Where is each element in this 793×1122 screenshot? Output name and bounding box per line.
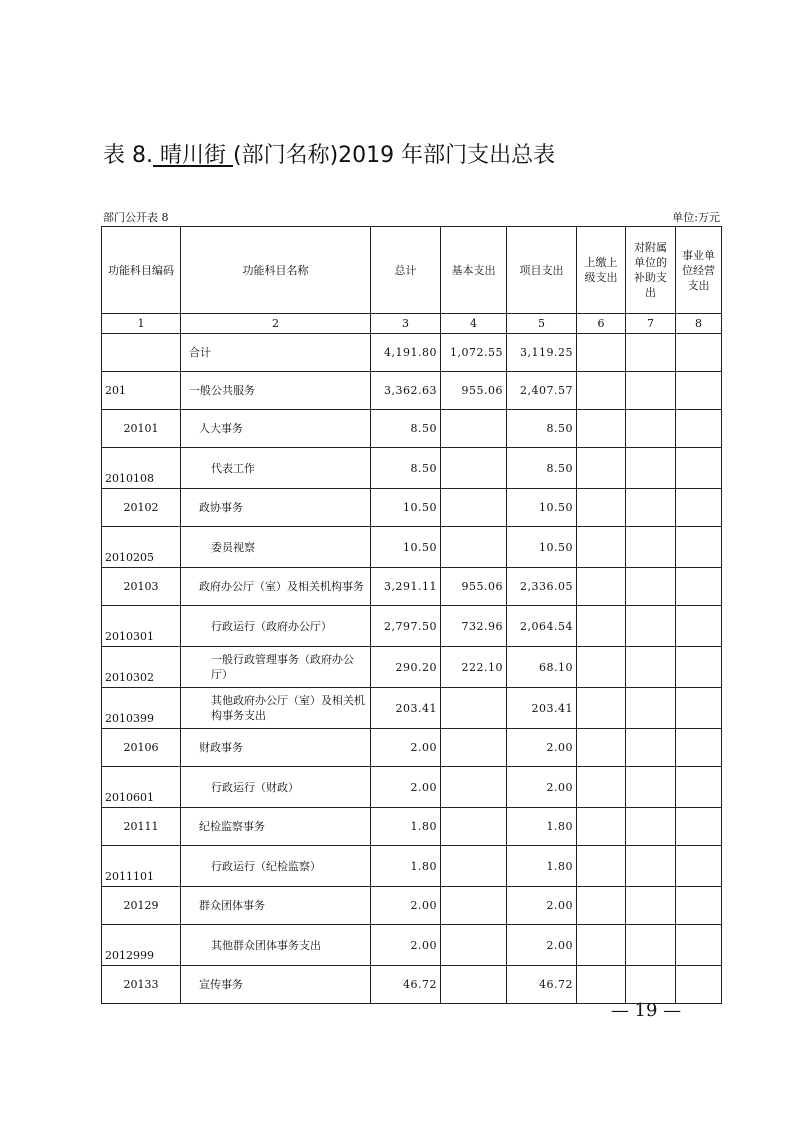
cell-name: 行政运行（纪检监察） [181,846,371,887]
table-row [102,808,722,846]
cell-name: 政府办公厅（室）及相关机构事务 [181,568,371,606]
cell-subsidy [626,647,676,688]
cell-remit-upper [577,688,626,729]
cell-project: 68.10 [507,647,577,688]
cell-subsidy [626,688,676,729]
cell-code: 2011101 [102,846,181,887]
cell-project: 2.00 [507,887,577,925]
cell-basic [441,925,507,966]
table-row [102,966,722,1004]
table-row [102,729,722,767]
header-business: 事业单位经营支出 [676,227,722,314]
cell-total: 2,797.50 [371,606,441,647]
cell-subsidy [626,808,676,846]
header-subsidy: 对附属单位的补助支出 [626,227,676,314]
cell-remit-upper [577,372,626,410]
cell-business [676,448,722,489]
cell-project: 1.80 [507,808,577,846]
cell-business [676,606,722,647]
table-row [102,489,722,527]
table-row [102,527,722,568]
cell-remit-upper [577,410,626,448]
cell-code: 2010301 [102,606,181,647]
cell-total: 2.00 [371,729,441,767]
table-row [102,568,722,606]
table-row [102,448,722,489]
cell-project: 8.50 [507,410,577,448]
cell-name: 纪检监察事务 [181,808,371,846]
cell-subsidy [626,527,676,568]
cell-project: 46.72 [507,966,577,1004]
table-row [102,767,722,808]
cell-basic: 222.10 [441,647,507,688]
cell-name: 行政运行（政府办公厅） [181,606,371,647]
cell-name: 财政事务 [181,729,371,767]
table-row [102,846,722,887]
cell-total: 2.00 [371,925,441,966]
cell-total: 203.41 [371,688,441,729]
cell-remit-upper [577,767,626,808]
cell-subsidy [626,489,676,527]
cell-code: 20133 [102,966,181,1004]
cell-code [102,334,181,372]
cell-basic [441,887,507,925]
cell-remit-upper [577,568,626,606]
cell-total: 46.72 [371,966,441,1004]
cell-basic [441,489,507,527]
cell-project: 3,119.25 [507,334,577,372]
table-row [102,887,722,925]
cell-subsidy [626,372,676,410]
cell-subsidy [626,925,676,966]
cell-code: 20129 [102,887,181,925]
title-prefix: 表 8. [103,143,153,168]
cell-remit-upper [577,489,626,527]
cell-business [676,729,722,767]
cell-project: 2,064.54 [507,606,577,647]
header-row [102,227,722,314]
cell-subsidy [626,887,676,925]
cell-code: 20102 [102,489,181,527]
cell-total: 1.80 [371,846,441,887]
cell-remit-upper [577,606,626,647]
title-dept-name: 晴川街 [152,143,233,168]
cell-remit-upper [577,729,626,767]
cell-name: 一般公共服务 [181,372,371,410]
cell-project: 2.00 [507,767,577,808]
table-row [102,410,722,448]
cell-business [676,846,722,887]
cell-project: 2.00 [507,925,577,966]
cell-project: 8.50 [507,448,577,489]
index-cell: 6 [577,314,626,334]
cell-code: 201 [102,372,181,410]
cell-project: 10.50 [507,489,577,527]
header-name: 功能科目名称 [181,227,371,314]
cell-subsidy [626,334,676,372]
cell-project: 2,407.57 [507,372,577,410]
index-cell: 1 [102,314,181,334]
cell-remit-upper [577,647,626,688]
cell-code: 2010601 [102,767,181,808]
cell-subsidy [626,846,676,887]
cell-business [676,527,722,568]
cell-basic [441,767,507,808]
cell-total: 290.20 [371,647,441,688]
header-basic: 基本支出 [441,227,507,314]
cell-total: 4,191.80 [371,334,441,372]
cell-project: 203.41 [507,688,577,729]
cell-basic: 955.06 [441,568,507,606]
cell-business [676,334,722,372]
cell-code: 20101 [102,410,181,448]
cell-name: 一般行政管理事务（政府办公厅） [181,647,371,688]
unit-label: 单位:万元 [672,211,720,224]
cell-name: 委员视察 [181,527,371,568]
index-row [102,314,722,334]
cell-code: 20103 [102,568,181,606]
cell-total: 10.50 [371,489,441,527]
cell-basic [441,729,507,767]
cell-business [676,410,722,448]
index-cell: 8 [676,314,722,334]
cell-name: 政协事务 [181,489,371,527]
cell-remit-upper [577,846,626,887]
cell-business [676,688,722,729]
cell-total: 3,362.63 [371,372,441,410]
cell-business [676,925,722,966]
cell-business [676,372,722,410]
cell-name: 其他政府办公厅（室）及相关机构事务支出 [181,688,371,729]
cell-basic [441,410,507,448]
cell-business [676,489,722,527]
cell-business [676,887,722,925]
cell-remit-upper [577,527,626,568]
cell-remit-upper [577,966,626,1004]
cell-basic [441,448,507,489]
index-cell: 3 [371,314,441,334]
cell-total: 2.00 [371,887,441,925]
cell-total: 8.50 [371,410,441,448]
cell-subsidy [626,767,676,808]
table-number-label: 部门公开表 8 [103,211,169,224]
index-cell: 4 [441,314,507,334]
cell-project: 1.80 [507,846,577,887]
header-project: 项目支出 [507,227,577,314]
cell-remit-upper [577,448,626,489]
cell-business [676,568,722,606]
cell-total: 1.80 [371,808,441,846]
cell-basic: 955.06 [441,372,507,410]
cell-code: 2010399 [102,688,181,729]
cell-basic: 732.96 [441,606,507,647]
cell-subsidy [626,410,676,448]
cell-name: 合计 [181,334,371,372]
cell-name: 其他群众团体事务支出 [181,925,371,966]
cell-remit-upper [577,925,626,966]
page-number: — 19 — [610,1000,682,1021]
table-row [102,688,722,729]
cell-remit-upper [577,334,626,372]
table-row [102,372,722,410]
cell-subsidy [626,729,676,767]
cell-basic [441,846,507,887]
cell-code: 2010108 [102,448,181,489]
expenditure-table [101,226,722,1004]
cell-code: 2012999 [102,925,181,966]
cell-code: 20106 [102,729,181,767]
index-cell: 2 [181,314,371,334]
cell-subsidy [626,606,676,647]
cell-name: 行政运行（财政） [181,767,371,808]
title-suffix: (部门名称)2019 年部门支出总表 [232,143,556,168]
cell-name: 宣传事务 [181,966,371,1004]
header-total: 总计 [371,227,441,314]
cell-subsidy [626,966,676,1004]
table-row [102,606,722,647]
table-row [102,647,722,688]
cell-basic [441,527,507,568]
cell-business [676,647,722,688]
table-row [102,334,722,372]
cell-remit-upper [577,808,626,846]
cell-basic [441,966,507,1004]
page-title [103,140,555,172]
cell-name: 代表工作 [181,448,371,489]
cell-business [676,966,722,1004]
table-row [102,925,722,966]
cell-total: 2.00 [371,767,441,808]
cell-project: 2.00 [507,729,577,767]
cell-project: 2,336.05 [507,568,577,606]
cell-basic: 1,072.55 [441,334,507,372]
cell-code: 20111 [102,808,181,846]
cell-project: 10.50 [507,527,577,568]
cell-subsidy [626,448,676,489]
cell-total: 3,291.11 [371,568,441,606]
cell-code: 2010302 [102,647,181,688]
cell-basic [441,688,507,729]
cell-remit-upper [577,887,626,925]
cell-business [676,808,722,846]
cell-name: 人大事务 [181,410,371,448]
cell-code: 2010205 [102,527,181,568]
cell-basic [441,808,507,846]
cell-total: 10.50 [371,527,441,568]
header-code: 功能科目编码 [102,227,181,314]
index-cell: 7 [626,314,676,334]
cell-business [676,767,722,808]
cell-name: 群众团体事务 [181,887,371,925]
cell-total: 8.50 [371,448,441,489]
header-remit-upper: 上缴上级支出 [577,227,626,314]
index-cell: 5 [507,314,577,334]
cell-subsidy [626,568,676,606]
